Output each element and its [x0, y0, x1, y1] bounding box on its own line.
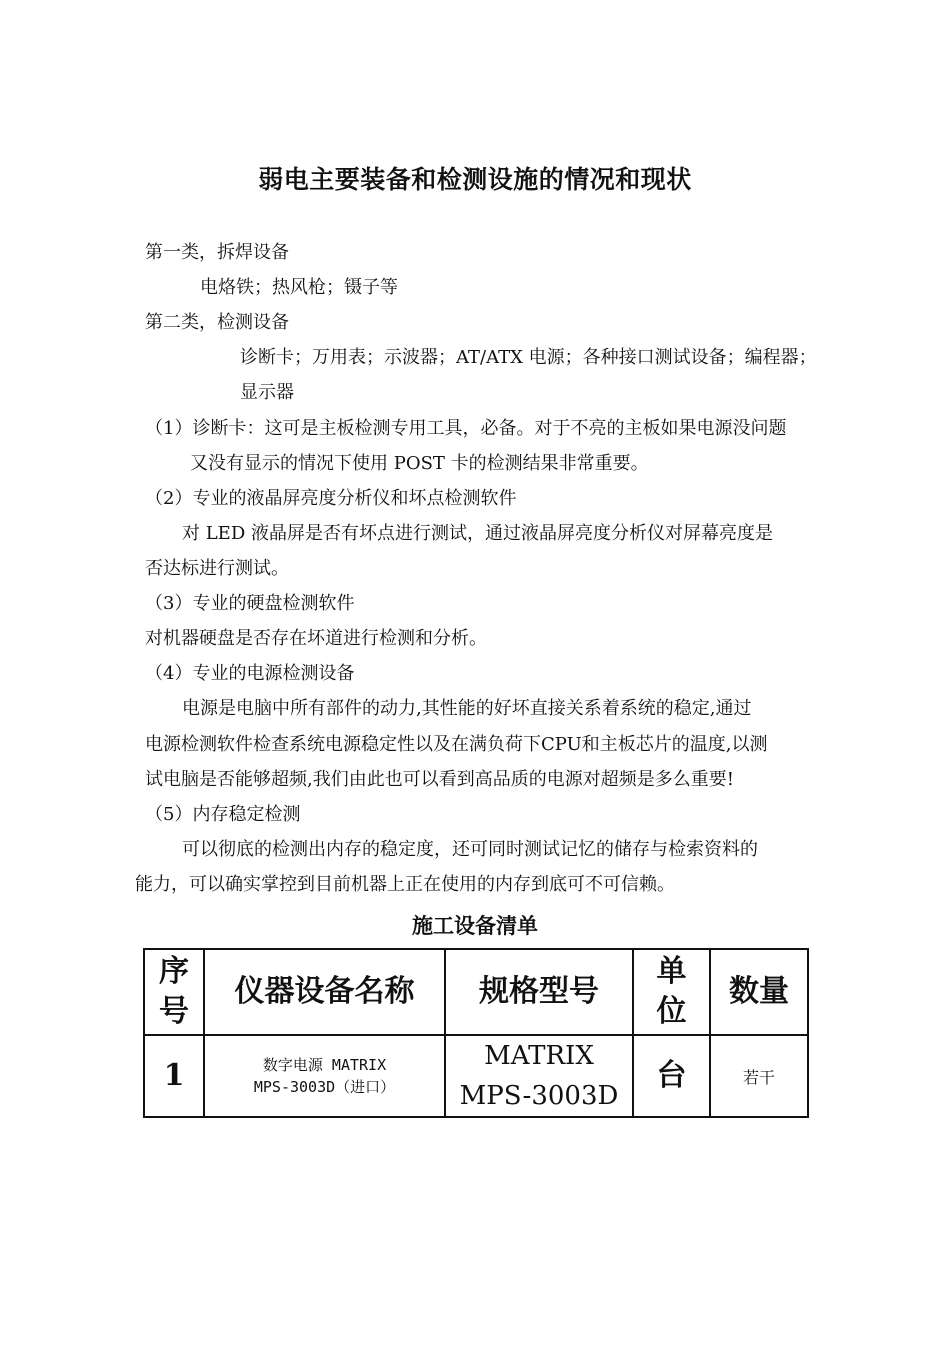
- header-seq: 序 号: [144, 949, 204, 1035]
- para-3-line: 对机器硬盘是否存在坏道进行检测和分析。: [145, 628, 487, 649]
- equipment-table: [143, 948, 809, 1118]
- para-4-line: 电源检测软件检查系统电源稳定性以及在满负荷下CPU和主板芯片的温度,以测: [145, 734, 768, 755]
- category-2-items: 诊断卡；万用表；示波器；AT/ATX 电源；各种接口测试设备；编程器；: [240, 347, 817, 368]
- para-5-line: 可以彻底的检测出内存的稳定度，还可同时测试记忆的储存与检索资料的: [182, 839, 758, 860]
- para-4-line: 电源是电脑中所有部件的动力,其性能的好坏直接关系着系统的稳定,通过: [182, 698, 752, 719]
- category-1-heading: 第一类，拆焊设备: [145, 242, 289, 263]
- header-unit: 单 位: [633, 949, 710, 1035]
- category-2-items-cont: 显示器: [240, 382, 294, 403]
- para-5-heading: （5）内存稳定检测: [145, 804, 301, 825]
- table-header-row: [144, 949, 808, 1035]
- para-3-heading: （3）专业的硬盘检测软件: [145, 593, 355, 614]
- para-2-heading: （2）专业的液晶屏亮度分析仪和坏点检测软件: [145, 488, 517, 509]
- cell-quantity: 若干: [710, 1035, 808, 1117]
- category-1-items: 电烙铁；热风枪；镊子等: [200, 277, 398, 298]
- table-row: [144, 1035, 808, 1117]
- para-5-line: 能力，可以确实掌控到目前机器上正在使用的内存到底可不可信赖。: [135, 874, 675, 895]
- para-2-line: 对 LED 液晶屏是否有坏点进行测试，通过液晶屏亮度分析仪对屏幕亮度是: [182, 523, 773, 544]
- para-1-line: 又没有显示的情况下使用 POST 卡的检测结果非常重要。: [190, 453, 649, 474]
- cell-model: MATRIX MPS-3003D: [445, 1035, 633, 1117]
- cell-seq: 1: [144, 1035, 204, 1117]
- header-model: 规格型号: [445, 949, 633, 1035]
- document-title: 弱电主要装备和检测设施的情况和现状: [258, 165, 692, 194]
- header-equipment-name: 仪器设备名称: [204, 949, 445, 1035]
- cell-equipment-name: 数字电源 MATRIX MPS-3003D（进口）: [204, 1035, 445, 1117]
- para-1-line: （1）诊断卡：这可是主板检测专用工具，必备。对于不亮的主板如果电源没问题: [145, 418, 787, 439]
- header-quantity: 数量: [710, 949, 808, 1035]
- para-2-line: 否达标进行测试。: [145, 558, 289, 579]
- category-2-heading: 第二类，检测设备: [145, 312, 289, 333]
- para-4-line: 试电脑是否能够超频,我们由此也可以看到高品质的电源对超频是多么重要!: [145, 769, 734, 790]
- cell-unit: 台: [633, 1035, 710, 1117]
- table-title: 施工设备清单: [412, 913, 538, 938]
- para-4-heading: （4）专业的电源检测设备: [145, 663, 355, 684]
